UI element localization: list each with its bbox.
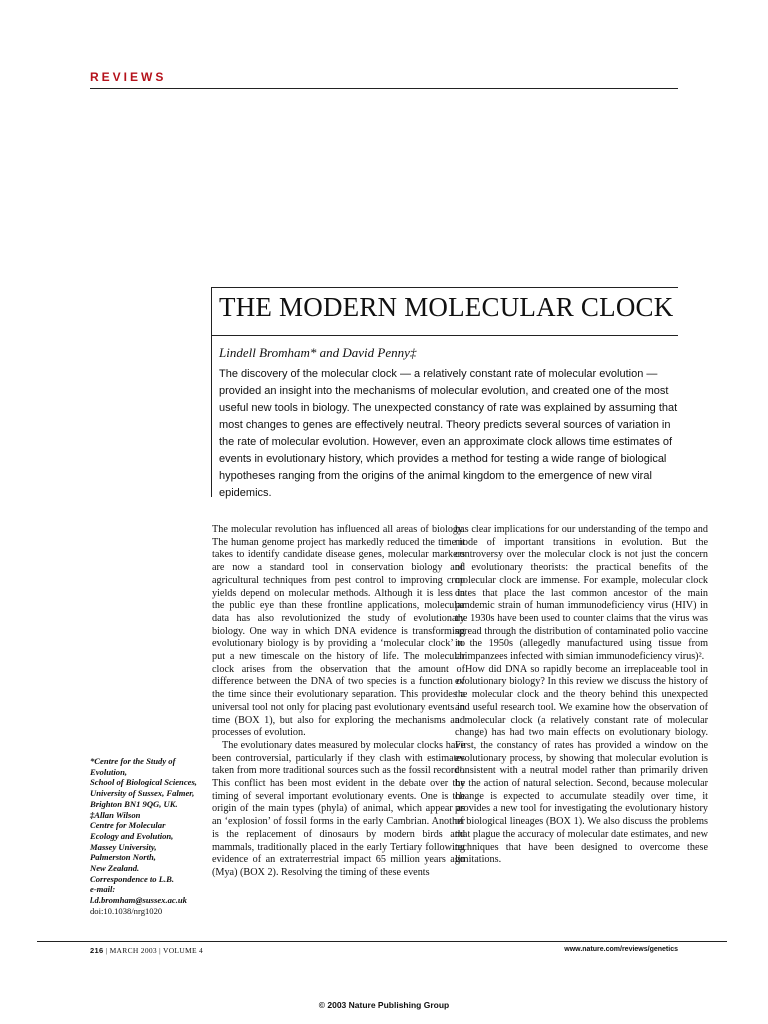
affiliation-line: e-mail: xyxy=(90,884,116,895)
email-link[interactable]: l.d.bromham@sussex.ac.uk xyxy=(90,895,187,906)
affiliation-line: *Centre for the Study of Evolution, xyxy=(90,756,176,777)
affiliation-line: University of Sussex, Falmer, xyxy=(90,788,195,799)
issue-info: | MARCH 2003 | VOLUME 4 xyxy=(105,946,204,955)
copyright-notice: © 2003 Nature Publishing Group xyxy=(318,1000,450,1010)
body-paragraph: The molecular revolution has influenced all areas of biology. The human genome project has markedly reduced the time it takes to identify candidate disease genes, molecular markers are now a standard tool in conservation biology and agricultural techniques from pest control to improving crop yields depend on molecular methods. Although it is less in the public eye than these frontline applications, molecular data has also revolutionized the study of evolutionary biology. One way in which DNA evidence is transforming evolutionary biology is by providing a ‘molecular clock’ to put a new timescale on the history of life. The molecular clock arises from the observation that the amount of difference between the DNA of two species is a function of the time since their evolutionary separation. This provides a universal tool not only for placing past evolutionary events in time (BOX 1), but also for exploring the mechanisms and processes of evolution. xyxy=(212,524,465,739)
article-authors: Lindell Bromham* and David Penny‡ xyxy=(219,345,417,360)
body-paragraph: The evolutionary dates measured by molecular clocks have been controversial, particularly if they clash with estimates taken from more traditional sources such as the fossil record¹. This conflict has been most evident in the debate over the timing of several important evolutionary events. One is the origin of the main types (phyla) of animal, which appear as an ‘explosion’ of fossil forms in the early Cambrian. Another is the replacement of dinosaurs by modern birds and mammals, traditionally placed in the early Tertiary following evidence of an extraterrestrial impact 65 million years ago (Mya) (BOX 2). Resolving the timing of these events xyxy=(212,739,465,878)
affiliation-line: Ecology and Evolution, xyxy=(90,830,174,841)
body-paragraph: How did DNA so rapidly become an irreplaceable tool in evolutionary biology? In this review we discuss the history of the molecular clock and the theory behind this unexpected and useful research tool. We examine how the observation of a molecular clock (a relatively constant rate of molecular change) has had two main effects on evolutionary biology. First, the constancy of rates has provided a window on the evolutionary process, by showing that molecular evolution is consistent with a neutral model rather than primarily driven by the action of natural selection. Second, because molecular change is expected to accumulate steadily over time, it provides a new tool for investigating the evolutionary history of biological lineages (BOX 1). We also discuss the problems that plague the accuracy of molecular date estimates, and new techniques that have been designed to overcome these limitations. xyxy=(455,663,708,866)
affiliation-line: Centre for Molecular xyxy=(90,820,166,831)
footer-page-info xyxy=(90,946,203,955)
affiliation-line: Correspondence to L.B. xyxy=(90,873,175,884)
body-column-right xyxy=(455,524,708,867)
article-title: THE MODERN MOLECULAR CLOCK xyxy=(219,292,674,322)
doi-text: doi:10.1038/nrg1020 xyxy=(90,905,163,916)
affiliation-line: School of Biological Sciences, xyxy=(90,777,197,788)
journal-url[interactable]: www.nature.com/reviews/genetics xyxy=(564,946,678,953)
affiliation-sidebar xyxy=(90,756,208,917)
affiliation-line: Brighton BN1 9QG, UK. xyxy=(90,798,178,809)
affiliation-line: Massey University, xyxy=(90,841,157,852)
body-column-left xyxy=(212,524,465,880)
article-abstract: The discovery of the molecular clock — a relatively constant rate of molecular evolution — provided an insight into the mechanisms of molecular evolution, and created one of the most useful new tools in biology. The unexpected constancy of rate was explained by assuming that most changes to genes are effectively neutral. Theory predicts several sources of variation in the rate of molecular evolution. However, even an approximate clock allows time estimates of events in evolutionary history, which provides a method for testing a wide range of biological hypotheses ranging from the origins of the animal kingdom to the emergence of new viral epidemics. xyxy=(219,368,678,499)
footer-rule xyxy=(37,941,727,942)
title-box-left-rule xyxy=(211,287,212,497)
affiliation-line: New Zealand. xyxy=(90,863,140,874)
body-paragraph: has clear implications for our understanding of the tempo and mode of important transitions in evolution. But the controversy over the molecular clock is not just the concern of evolutionary theorists: the practical benefits of the molecular clock are immense. For example, molecular clock dates that place the last common ancestor of the main pandemic strain of human immunodeficiency virus (HIV) in the 1930s have been used to counter claims that the virus was spread through the distribution of contaminated polio vaccine in the 1950s (allegedly manufactured using tissue from chimpanzees infected with simian immunodeficiency virus)². xyxy=(455,524,708,663)
section-label: REVIEWS xyxy=(90,70,167,84)
header-rule xyxy=(90,88,678,89)
affiliation-line: ‡Allan Wilson xyxy=(90,809,141,820)
title-box-top-rule xyxy=(211,287,678,288)
title-separator-rule xyxy=(211,335,678,336)
page-number: 216 xyxy=(90,946,104,955)
affiliation-line: Palmerston North, xyxy=(90,852,156,863)
